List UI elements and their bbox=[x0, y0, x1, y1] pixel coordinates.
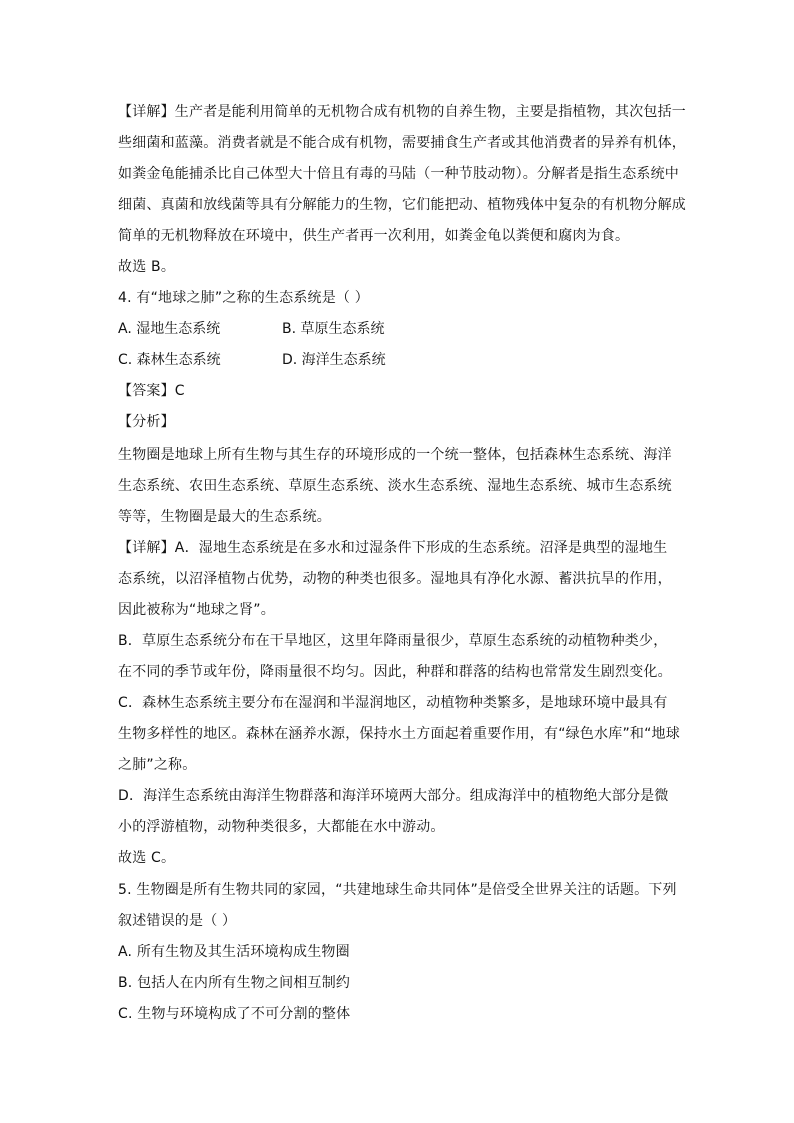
option-c: C. 森林生态系统 bbox=[118, 352, 221, 368]
detail-line: C．森林生态系统主要分布在湿润和半湿润地区，动植物种类繁多，是地球环境中最具有 bbox=[118, 695, 668, 711]
analysis-line: 生态系统、农田生态系统、草原生态系统、淡水生态系统、湿地生态系统、城市生态系统 bbox=[118, 478, 672, 494]
detail-line: 细菌、真菌和放线菌等具有分解能力的生物，它们能把动、植物残体中复杂的有机物分解成 bbox=[118, 197, 686, 213]
option-b: B. 草原生态系统 bbox=[282, 321, 385, 337]
detail-line: 【详解】生产者是能利用简单的无机物合成有机物的自养生物，主要是指植物，其次包括一 bbox=[118, 104, 686, 120]
detail-line: 之肺”之称。 bbox=[118, 757, 197, 773]
detail-line: 简单的无机物释放在环境中，供生产者再一次利用，如粪金龟以粪便和腐肉为食。 bbox=[118, 228, 630, 244]
detail-line: 如粪金龟能捕杀比自己体型大十倍且有毒的马陆（一种节肢动物）。分解者是指生态系统中 bbox=[118, 166, 679, 182]
detail-line: 些细菌和蓝藻。消费者就是不能合成有机物，需要捕食生产者或其他消费者的异养有机体， bbox=[118, 135, 686, 151]
option-c: C. 生物与环境构成了不可分割的整体 bbox=[118, 1006, 351, 1022]
detail-line: 小的浮游植物，动物种类很多，大都能在水中游动。 bbox=[118, 819, 445, 835]
detail-line: D．海洋生态系统由海洋生物群落和海洋环境两大部分。组成海洋中的植物绝大部分是微 bbox=[118, 788, 669, 804]
question-5-stem: 叙述错误的是（ ） bbox=[118, 913, 237, 929]
conclusion-line: 故选 C。 bbox=[118, 850, 176, 866]
detail-line: 【详解】A．湿地生态系统是在多水和过湿条件下形成的生态系统。沼泽是典型的湿地生 bbox=[118, 540, 668, 556]
detail-line: 态系统，以沼泽植物占优势，动物的种类也很多。湿地具有净化水源、蓄洪抗旱的作用， bbox=[118, 571, 672, 587]
option-d: D. 海洋生态系统 bbox=[282, 352, 386, 368]
conclusion-line: 故选 B。 bbox=[118, 259, 176, 275]
option-b: B. 包括人在内所有生物之间相互制约 bbox=[118, 975, 351, 991]
detail-line: 在不同的季节或年份，降雨量很不均匀。因此，种群和群落的结构也常常发生剧烈变化。 bbox=[118, 664, 672, 680]
question-4-stem: 4. 有“地球之肺”之称的生态系统是（ ） bbox=[118, 290, 369, 306]
analysis-line: 等等，生物圈是最大的生态系统。 bbox=[118, 509, 331, 525]
option-a: A. 所有生物及其生活环境构成生物圈 bbox=[118, 944, 350, 960]
answer-line: 【答案】C bbox=[118, 383, 185, 399]
analysis-heading: 【分析】 bbox=[118, 414, 175, 430]
option-a: A. 湿地生态系统 bbox=[118, 321, 221, 337]
detail-line: B．草原生态系统分布在干旱地区，这里年降雨量很少，草原生态系统的动植物种类少， bbox=[118, 633, 668, 649]
detail-line: 生物多样性的地区。森林在涵养水源，保持水土方面起着重要作用，有“绿色水库”和“地球 bbox=[118, 726, 680, 742]
analysis-line: 生物圈是地球上所有生物与其生存的环境形成的一个统一整体，包括森林生态系统、海洋 bbox=[118, 447, 672, 463]
detail-line: 因此被称为“地球之肾”。 bbox=[118, 602, 275, 618]
question-5-stem: 5. 生物圈是所有生物共同的家园，“共建地球生命共同体”是倍受全世界关注的话题。下列 bbox=[118, 882, 677, 898]
